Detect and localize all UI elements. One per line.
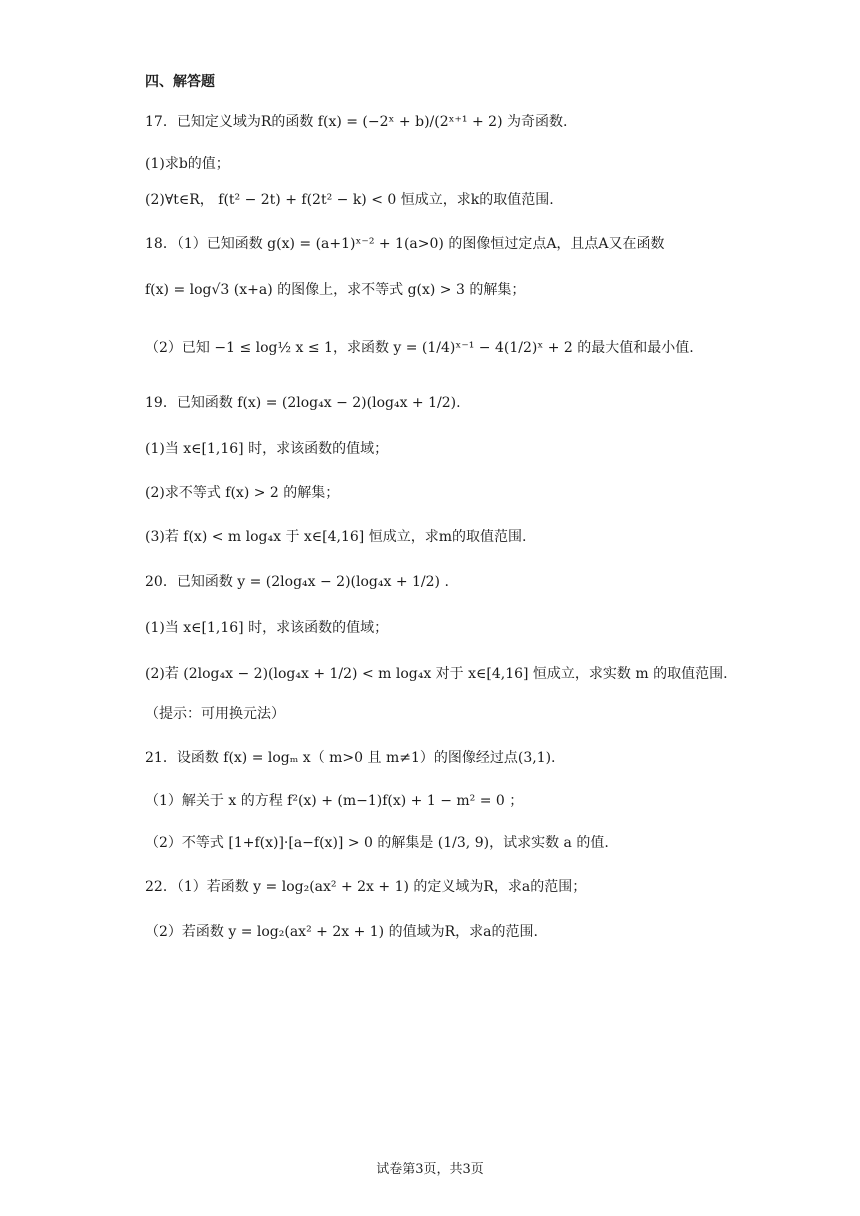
- problem-20-part-2: (2)若 (2log₄x − 2)(log₄x + 1/2) < m log₄x 对于 x∈[4,16] 恒成立，求实数 m 的取值范围.: [145, 666, 728, 682]
- problem-18-part-2: （2）已知 −1 ≤ log½ x ≤ 1，求函数 y = (1/4)ˣ⁻¹ − 4(1/2)ˣ + 2 的最大值和最小值.: [145, 340, 694, 356]
- problem-17-part-1: (1)求b的值；: [145, 156, 230, 172]
- problem-19-part-3: (3)若 f(x) < m log₄x 于 x∈[4,16] 恒成立，求m的取值范围.: [145, 529, 527, 545]
- section-title: 四、解答题: [145, 74, 215, 90]
- problem-17-part-2: (2)∀t∈R， f(t² − 2t) + f(2t² − k) < 0 恒成立，求k的取值范围.: [145, 192, 554, 208]
- problem-20-hint: （提示：可用换元法）: [145, 706, 285, 722]
- page-footer: 试卷第3页，共3页: [376, 1162, 484, 1177]
- problem-21-part-2: （2）不等式 [1+f(x)]·[a−f(x)] > 0 的解集是 (1/3, 9)，试求实数 a 的值.: [145, 835, 609, 851]
- problem-17-stem: 17．已知定义域为R的函数 f(x) = (−2ˣ + b)/(2ˣ⁺¹ + 2) 为奇函数.: [145, 114, 568, 130]
- problem-18-part-1-line-2: f(x) = log√3 (x+a) 的图像上，求不等式 g(x) > 3 的解集；: [145, 282, 526, 298]
- problem-19-part-1: (1)当 x∈[1,16] 时，求该函数的值域；: [145, 441, 389, 457]
- problem-22-part-1: 22．（1）若函数 y = log₂(ax² + 2x + 1) 的定义域为R，求a的范围；: [145, 879, 587, 895]
- problem-20-part-1: (1)当 x∈[1,16] 时，求该函数的值域；: [145, 620, 389, 636]
- problem-21-stem: 21．设函数 f(x) = logₘ x（ m>0 且 m≠1）的图像经过点(3,1).: [145, 750, 556, 766]
- problem-20-stem: 20．已知函数 y = (2log₄x − 2)(log₄x + 1/2) .: [145, 574, 449, 590]
- problem-19-stem: 19．已知函数 f(x) = (2log₄x − 2)(log₄x + 1/2).: [145, 395, 461, 411]
- problem-22-part-2: （2）若函数 y = log₂(ax² + 2x + 1) 的值域为R，求a的范围.: [145, 924, 538, 940]
- problem-18-part-1-line-1: 18．（1）已知函数 g(x) = (a+1)ˣ⁻² + 1(a>0) 的图像恒过定点A，且点A又在函数: [145, 236, 665, 252]
- problem-19-part-2: (2)求不等式 f(x) > 2 的解集；: [145, 485, 340, 501]
- problem-21-part-1: （1）解关于 x 的方程 f²(x) + (m−1)f(x) + 1 − m² = 0 ；: [145, 793, 524, 809]
